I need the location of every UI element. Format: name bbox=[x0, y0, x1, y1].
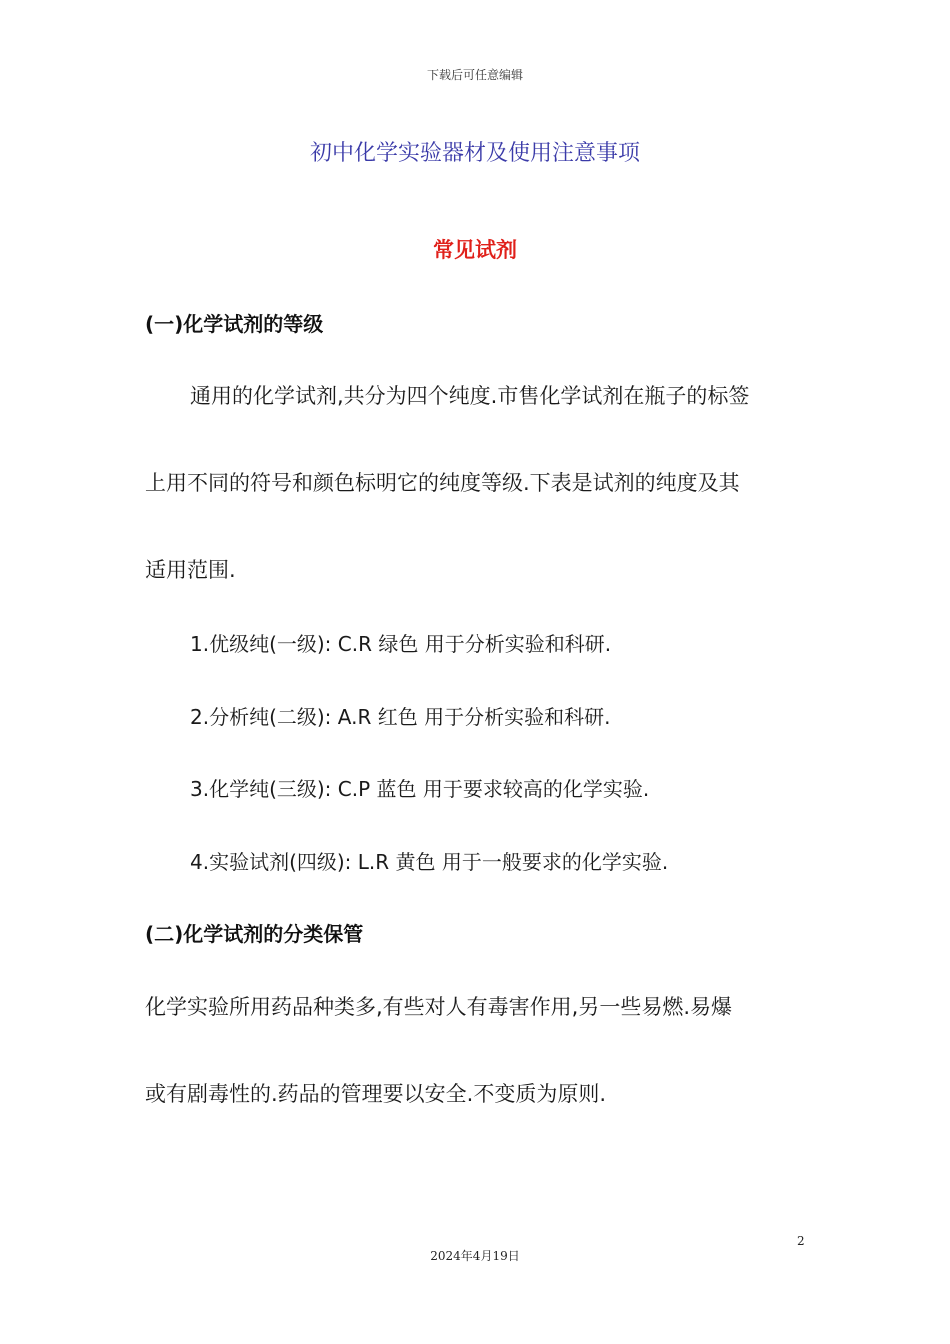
part1-paragraph-line-3: 适用范围. bbox=[145, 558, 236, 582]
part1-heading: (一)化学试剂的等级 bbox=[145, 312, 324, 336]
document-title: 初中化学实验器材及使用注意事项 bbox=[309, 141, 640, 166]
purity-item-2: 2.分析纯(二级): A.R 红色 用于分析实验和科研. bbox=[190, 705, 611, 729]
part2-heading: (二)化学试剂的分类保管 bbox=[145, 922, 364, 946]
part2-paragraph-line-1: 化学实验所用药品种类多,有些对人有毒害作用,另一些易燃.易爆 bbox=[145, 995, 733, 1019]
page-number: 2 bbox=[797, 1234, 805, 1248]
part1-paragraph-line-1: 通用的化学试剂,共分为四个纯度.市售化学试剂在瓶子的标签 bbox=[190, 384, 750, 408]
purity-item-1: 1.优级纯(一级): C.R 绿色 用于分析实验和科研. bbox=[190, 632, 612, 656]
purity-item-4: 4.实验试剂(四级): L.R 黄色 用于一般要求的化学实验. bbox=[190, 850, 669, 874]
footer-date: 2024年4月19日 bbox=[430, 1249, 520, 1263]
section-title: 常见试剂 bbox=[433, 238, 517, 262]
header-note: 下载后可任意编辑 bbox=[426, 68, 523, 82]
part1-paragraph-line-2: 上用不同的符号和颜色标明它的纯度等级.下表是试剂的纯度及其 bbox=[145, 471, 740, 495]
part2-paragraph-line-2: 或有剧毒性的.药品的管理要以安全.不变质为原则. bbox=[145, 1082, 607, 1106]
purity-item-3: 3.化学纯(三级): C.P 蓝色 用于要求较高的化学实验. bbox=[190, 777, 650, 801]
